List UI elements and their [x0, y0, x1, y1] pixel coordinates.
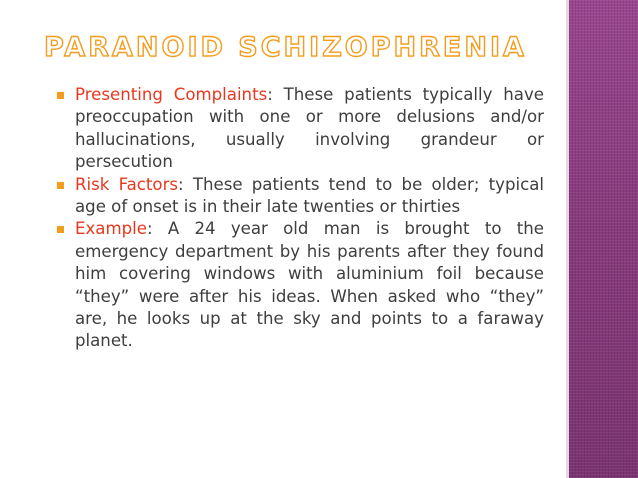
bullet-list — [56, 84, 544, 353]
bullet-term: Risk Factors — [75, 174, 179, 194]
decorative-sidebar — [569, 0, 638, 478]
bullet-example — [56, 218, 544, 352]
bullet-presenting-complaints — [56, 84, 544, 174]
bullet-text: : These patients typically have preoccupation with one or more delusions and/or hallucinations, usually involving grandeur or persecution — [75, 85, 544, 172]
bullet-term: Presenting Complaints — [75, 85, 268, 104]
bullet-text: : These patients tend to be older; typical age of onset is in their late twenties or thirties — [75, 174, 544, 217]
bullet-square-icon — [57, 226, 64, 233]
bullet-text: : A 24 year old man is brought to the emergency department by his parents after they found him covering windows with aluminium foil because “they” were after his ideas. When asked who “they” are, he looks up at the sky and points to a faraway planet. — [75, 219, 544, 351]
slide-title: PARANOID SCHIZOPHRENIA — [44, 32, 527, 63]
bullet-term: Example — [75, 219, 147, 239]
bullet-square-icon — [57, 92, 64, 99]
bullet-risk-factors — [56, 174, 544, 219]
bullet-square-icon — [57, 182, 64, 189]
